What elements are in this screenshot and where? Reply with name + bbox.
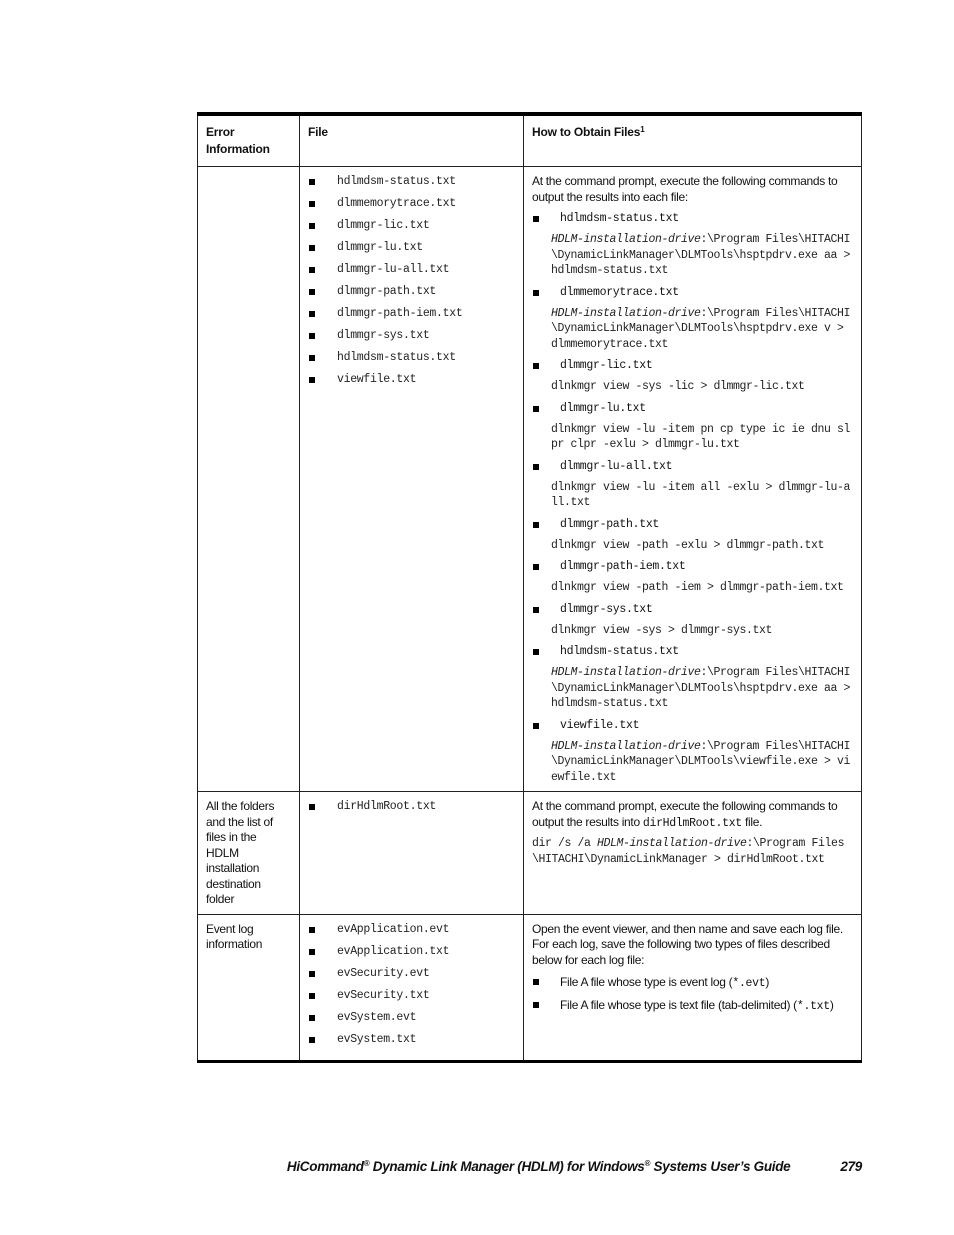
square-bullet-icon	[309, 1015, 315, 1021]
page-number: 279	[840, 1159, 862, 1174]
command-text	[551, 379, 853, 395]
square-bullet-icon	[533, 406, 539, 412]
command-text	[551, 665, 857, 712]
error-info-cell	[198, 167, 300, 792]
square-bullet-icon	[533, 216, 539, 222]
table-row	[198, 914, 862, 1061]
command-body: :\Program Files\HITACHI\DynamicLinkManager\DLMTools\hsptpdrv.exe v > dlmmemorytrace.txt	[551, 306, 851, 351]
file-item	[308, 174, 515, 196]
step-file-name: viewfile.txt	[560, 718, 640, 732]
square-bullet-icon	[309, 201, 315, 207]
file-type-item	[532, 998, 853, 1014]
error-info-cell: All the folders and the list of files in the HDLM installation destination folder	[198, 792, 300, 915]
file-item	[308, 350, 515, 372]
file-type-pattern: *.txt	[796, 1000, 830, 1013]
instructions-text: Open the event viewer, and then name and save each log file. For each log, save the following two types of files described below for each log file:	[532, 921, 843, 967]
registered-mark: ®	[644, 1159, 651, 1168]
command-body: dlnkmgr view -sys -lic > dlmmgr-lic.txt	[551, 380, 805, 393]
command-start: dir /s /a	[532, 837, 598, 850]
file-type-close: )	[765, 975, 770, 989]
placeholder-italic: HDLM-installation-drive	[597, 837, 747, 850]
square-bullet-icon	[533, 649, 539, 655]
instructions-text	[532, 799, 853, 831]
instructions-text: At the command prompt, execute the following commands to output the results into each file:	[532, 174, 838, 204]
square-bullet-icon	[309, 993, 315, 999]
step-item	[532, 401, 853, 416]
placeholder-italic: HDLM-installation-drive	[551, 666, 701, 679]
footer-title-end: Systems User’s Guide	[650, 1159, 791, 1174]
square-bullet-icon	[533, 607, 539, 613]
command-body: dlnkmgr view -sys > dlmmgr-sys.txt	[551, 623, 773, 637]
file-cell	[300, 914, 524, 1061]
file-item	[308, 196, 515, 218]
how-to-obtain-cell	[524, 167, 862, 792]
instructions-text-start: At the command prompt, execute the following commands to output the results into	[532, 799, 838, 829]
square-bullet-icon	[309, 355, 315, 361]
file-list	[308, 799, 515, 821]
file-item	[308, 944, 515, 966]
square-bullet-icon	[309, 245, 315, 251]
square-bullet-icon	[309, 377, 315, 383]
file-name: hdlmdsm-status.txt	[337, 351, 456, 364]
table-row	[198, 167, 862, 792]
square-bullet-icon	[309, 804, 315, 810]
file-name: evSecurity.txt	[337, 988, 430, 1002]
square-bullet-icon	[309, 949, 315, 955]
step-file-name: dlmmgr-path.txt	[560, 517, 660, 531]
step-file-name: dlmmgr-path-iem.txt	[560, 560, 686, 573]
step-item	[532, 211, 853, 226]
square-bullet-icon	[309, 927, 315, 933]
file-name: dlmmemorytrace.txt	[337, 197, 456, 210]
table-header-row	[198, 114, 862, 167]
square-bullet-icon	[309, 1037, 315, 1043]
header-file: File	[300, 114, 524, 167]
command-text	[551, 580, 853, 596]
error-info-cell: Event log information	[198, 914, 300, 1061]
header-how-to-obtain-label: How to Obtain Files	[532, 125, 641, 139]
file-item	[308, 262, 515, 284]
file-name: dlmmgr-lu.txt	[337, 241, 423, 254]
footer-brand: HiCommand	[286, 1159, 364, 1174]
square-bullet-icon	[533, 363, 539, 369]
footnote-marker: 1	[640, 125, 645, 134]
square-bullet-icon	[309, 289, 315, 295]
square-bullet-icon	[533, 979, 539, 985]
placeholder-italic: HDLM-installation-drive	[551, 233, 701, 246]
command-text	[551, 538, 853, 554]
file-type-item	[532, 975, 853, 991]
how-to-obtain-cell	[524, 792, 862, 915]
table-row	[198, 792, 862, 915]
file-name: dlmmgr-lic.txt	[337, 219, 430, 232]
file-list	[308, 922, 515, 1054]
command-body: dlnkmgr view -path -iem > dlmmgr-path-iem.txt	[551, 581, 844, 594]
file-type-pattern: *.evt	[732, 977, 766, 990]
step-item	[532, 459, 853, 474]
header-how-to-obtain	[524, 114, 862, 167]
file-name: evApplication.evt	[337, 922, 450, 936]
file-type-close: )	[829, 998, 834, 1012]
square-bullet-icon	[309, 971, 315, 977]
command-body: :\Program Files\HITACHI\DynamicLinkManager > dirHdlmRoot.txt	[532, 837, 845, 866]
file-item	[308, 988, 515, 1010]
command-body: dlnkmgr view -lu -item pn cp type ic ie dnu slpr clpr -exlu > dlmmgr-lu.txt	[551, 422, 851, 451]
square-bullet-icon	[533, 564, 539, 570]
file-item	[308, 372, 515, 394]
step-file-name: hdlmdsm-status.txt	[560, 212, 679, 225]
instructions-file-name: dirHdlmRoot.txt	[642, 816, 742, 830]
command-body: :\Program Files\HITACHI\DynamicLinkManager\DLMTools\hsptpdrv.exe aa > hdlmdsm-status.txt	[551, 666, 857, 710]
step-file-name: hdlmdsm-status.txt	[560, 645, 679, 658]
file-name: evSystem.txt	[337, 1032, 417, 1046]
step-item	[532, 718, 853, 733]
instructions-text-end: file.	[741, 814, 763, 829]
step-item	[532, 644, 853, 659]
square-bullet-icon	[533, 1002, 539, 1008]
step-file-name: dlmmgr-lu.txt	[560, 401, 646, 415]
file-cell	[300, 167, 524, 792]
command-text	[551, 623, 853, 639]
file-item	[308, 922, 515, 944]
command-text	[532, 836, 853, 867]
square-bullet-icon	[309, 311, 315, 317]
file-item	[308, 1010, 515, 1032]
header-error-information: Error Information	[198, 114, 300, 167]
page-footer	[200, 1159, 862, 1174]
file-item	[308, 240, 515, 262]
file-item	[308, 284, 515, 306]
file-name: evSystem.evt	[337, 1010, 417, 1024]
file-name: dlmmgr-lu-all.txt	[337, 263, 450, 276]
placeholder-italic: HDLM-installation-drive	[551, 739, 701, 753]
square-bullet-icon	[533, 723, 539, 729]
command-body: :\Program Files\HITACHI\DynamicLinkManager\DLMTools\viewfile.exe > viewfile.txt	[551, 739, 851, 784]
step-item	[532, 285, 853, 300]
file-name: dlmmgr-sys.txt	[337, 329, 430, 342]
square-bullet-icon	[309, 333, 315, 339]
square-bullet-icon	[309, 223, 315, 229]
step-file-name: dlmmgr-lu-all.txt	[560, 459, 673, 473]
square-bullet-icon	[533, 290, 539, 296]
command-text	[551, 480, 853, 511]
step-file-name: dlmmgr-lic.txt	[560, 359, 653, 372]
file-name: dlmmgr-path-iem.txt	[337, 307, 463, 320]
file-name: evApplication.txt	[337, 944, 450, 958]
file-type-label: File A file whose type is event log (	[560, 975, 733, 989]
obtain-files-table	[197, 112, 862, 1063]
command-text	[551, 232, 857, 279]
registered-mark: ®	[363, 1159, 370, 1168]
file-name: dirHdlmRoot.txt	[337, 800, 437, 813]
step-item	[532, 358, 853, 373]
square-bullet-icon	[309, 267, 315, 273]
file-list	[308, 174, 515, 394]
file-name: evSecurity.evt	[337, 966, 430, 980]
step-item	[532, 517, 853, 532]
file-item	[308, 1032, 515, 1054]
command-body: dlnkmgr view -lu -item all -exlu > dlmmgr-lu-all.txt	[551, 480, 851, 509]
file-type-label: File A file whose type is text file (tab-delimited) (	[560, 998, 797, 1012]
footer-title	[287, 1159, 790, 1174]
file-item	[308, 218, 515, 240]
footer-title-middle: Dynamic Link Manager (HDLM) for Windows	[369, 1159, 645, 1174]
square-bullet-icon	[533, 464, 539, 470]
how-to-obtain-cell	[524, 914, 862, 1061]
command-text	[551, 306, 853, 353]
square-bullet-icon	[533, 522, 539, 528]
file-cell	[300, 792, 524, 915]
command-body: dlnkmgr view -path -exlu > dlmmgr-path.txt	[551, 538, 825, 552]
file-name: hdlmdsm-status.txt	[337, 175, 456, 188]
command-text	[551, 739, 853, 786]
file-name: viewfile.txt	[337, 373, 417, 386]
step-item	[532, 559, 853, 574]
file-type-text	[560, 975, 769, 991]
command-body: :\Program Files\HITACHI\DynamicLinkManager\DLMTools\hsptpdrv.exe aa > hdlmdsm-status.txt	[551, 233, 857, 277]
step-item	[532, 602, 853, 617]
file-type-text	[560, 998, 834, 1014]
step-file-name: dlmmgr-sys.txt	[560, 602, 653, 616]
file-item	[308, 799, 515, 821]
step-file-name: dlmmemorytrace.txt	[560, 285, 679, 299]
file-item	[308, 306, 515, 328]
placeholder-italic: HDLM-installation-drive	[551, 306, 701, 320]
command-text	[551, 422, 853, 453]
file-name: dlmmgr-path.txt	[337, 285, 437, 298]
square-bullet-icon	[309, 179, 315, 185]
file-item	[308, 328, 515, 350]
file-item	[308, 966, 515, 988]
